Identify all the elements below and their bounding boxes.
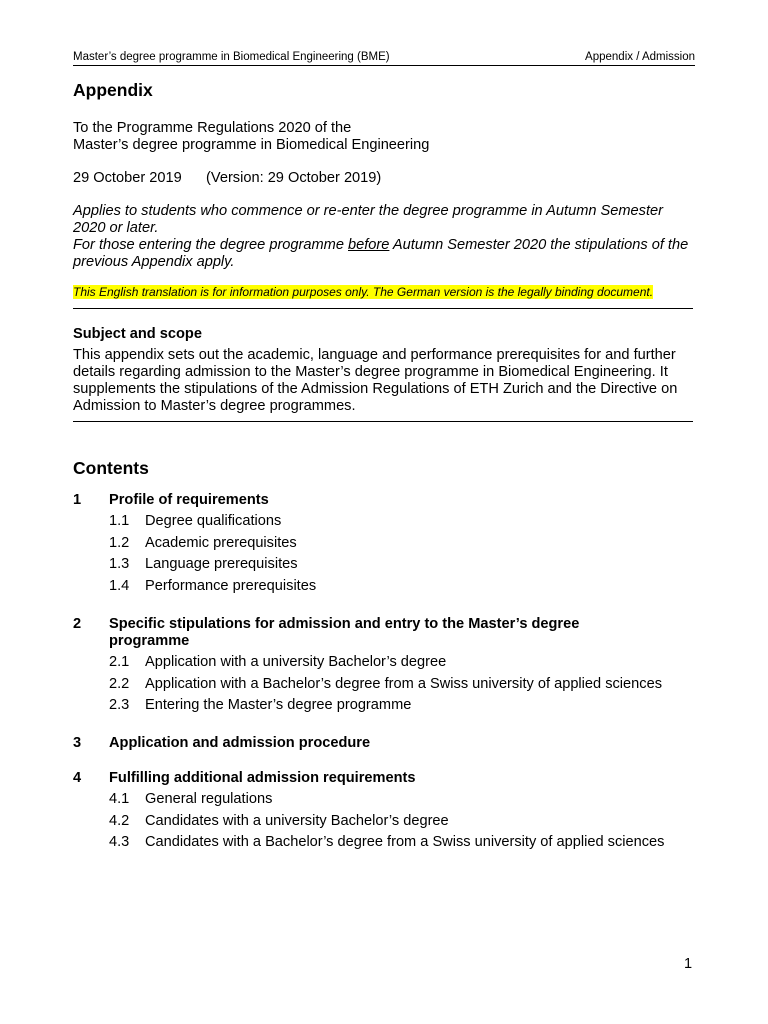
running-header xyxy=(73,51,695,66)
applies-line-2 xyxy=(73,237,698,271)
toc-subsection-row xyxy=(109,511,698,533)
translation-notice xyxy=(73,285,698,299)
toc-section-number: 3 xyxy=(73,734,82,751)
divider-top xyxy=(73,308,693,309)
toc-subsection-row xyxy=(109,811,698,833)
toc-section-number: 1 xyxy=(73,492,82,508)
toc-subsection-row xyxy=(109,554,698,576)
toc-section xyxy=(73,492,698,598)
toc-subsection-row xyxy=(109,789,698,811)
toc-section-row xyxy=(73,616,698,650)
toc-section xyxy=(73,616,698,717)
toc-subsection-title: Academic prerequisites xyxy=(145,534,297,551)
page-content xyxy=(73,80,698,872)
toc-section-row xyxy=(73,770,698,787)
toc-subsection-number: 2.3 xyxy=(109,697,130,714)
toc-subsection-title: Candidates with a university Bachelor’s degree xyxy=(145,812,449,829)
toc-section-row xyxy=(73,492,698,509)
page-number: 1 xyxy=(684,956,693,972)
toc-subsection-number: 4.3 xyxy=(109,834,130,851)
toc-subsection-title: General regulations xyxy=(145,790,273,807)
applies-before: before xyxy=(348,237,390,253)
table-of-contents xyxy=(73,492,698,854)
header-right: Appendix / Admission xyxy=(585,51,695,63)
toc-section-title: Fulfilling additional admission requirements xyxy=(109,769,416,786)
applies-line-2-pre: For those entering the degree programme xyxy=(73,237,349,253)
toc-section-title: Application and admission procedure xyxy=(109,734,371,751)
toc-subsection-title: Application with a Bachelor’s degree from a Swiss university of applied sciences xyxy=(145,675,662,692)
toc-section xyxy=(73,735,698,752)
toc-subsection-row xyxy=(109,652,698,674)
header-left: Master’s degree programme in Biomedical Engineering (BME) xyxy=(73,51,390,63)
toc-section-number: 2 xyxy=(73,615,82,632)
translation-notice-text: This English translation is for information purposes only. The German version is the legally binding document. xyxy=(73,285,654,299)
toc-subsection-title: Performance prerequisites xyxy=(145,578,317,595)
toc-subsection-row xyxy=(109,674,698,696)
subject-heading: Subject and scope xyxy=(73,326,202,342)
contents-heading: Contents xyxy=(73,458,149,478)
intro-line-2: Master’s degree programme in Biomedical Engineering xyxy=(73,137,430,153)
applies-line-2-post: Autumn Semester 2020 the stipulations of the previous Appendix apply. xyxy=(73,237,689,270)
toc-subsection-row xyxy=(109,832,698,854)
toc-subsection-number: 2.1 xyxy=(109,653,130,670)
toc-subsection-number: 4.1 xyxy=(109,790,130,807)
page-title: Appendix xyxy=(73,80,153,100)
toc-section-number: 4 xyxy=(73,769,82,786)
subject-body: This appendix sets out the academic, language and performance prerequisites for and further details regarding admission to the Master’s degree programme in Biomedical Engineering. It supplements the stipulations of the Admission Regulations of ETH Zurich and the Directive on Admission to Master’s degree programmes. xyxy=(73,347,678,414)
toc-subsection-title: Entering the Master’s degree programme xyxy=(145,697,412,714)
toc-subsection-number: 1.3 xyxy=(109,556,130,573)
toc-subsection-number: 1.4 xyxy=(109,578,130,595)
toc-subsection-title: Application with a university Bachelor’s degree xyxy=(145,653,447,670)
toc-subsection-title: Language prerequisites xyxy=(145,556,298,573)
toc-section-title: Profile of requirements xyxy=(109,492,269,508)
toc-subsection-row xyxy=(109,533,698,555)
toc-subsection-row xyxy=(109,576,698,598)
toc-subsection-number: 4.2 xyxy=(109,812,130,829)
intro-line-1: To the Programme Regulations 2020 of the xyxy=(73,120,352,136)
toc-subsection-title: Degree qualifications xyxy=(145,513,282,529)
toc-section xyxy=(73,770,698,854)
applies-line-1: Applies to students who commence or re-enter the degree programme in Autumn Semester 2020 or later. xyxy=(73,203,663,236)
toc-subsection-number: 1.1 xyxy=(109,513,130,529)
divider-bottom xyxy=(73,421,693,422)
toc-subsection-number: 2.2 xyxy=(109,675,130,692)
toc-section-row xyxy=(73,735,698,752)
toc-subsection-row xyxy=(109,695,698,717)
toc-subsection-title: Candidates with a Bachelor’s degree from a Swiss university of applied sciences xyxy=(145,834,665,851)
intro-date: 29 October 2019 (Version: 29 October 2019) xyxy=(73,170,382,186)
toc-subsection-number: 1.2 xyxy=(109,534,130,551)
toc-section-title: Specific stipulations for admission and entry to the Master’s degree programme xyxy=(109,615,580,649)
